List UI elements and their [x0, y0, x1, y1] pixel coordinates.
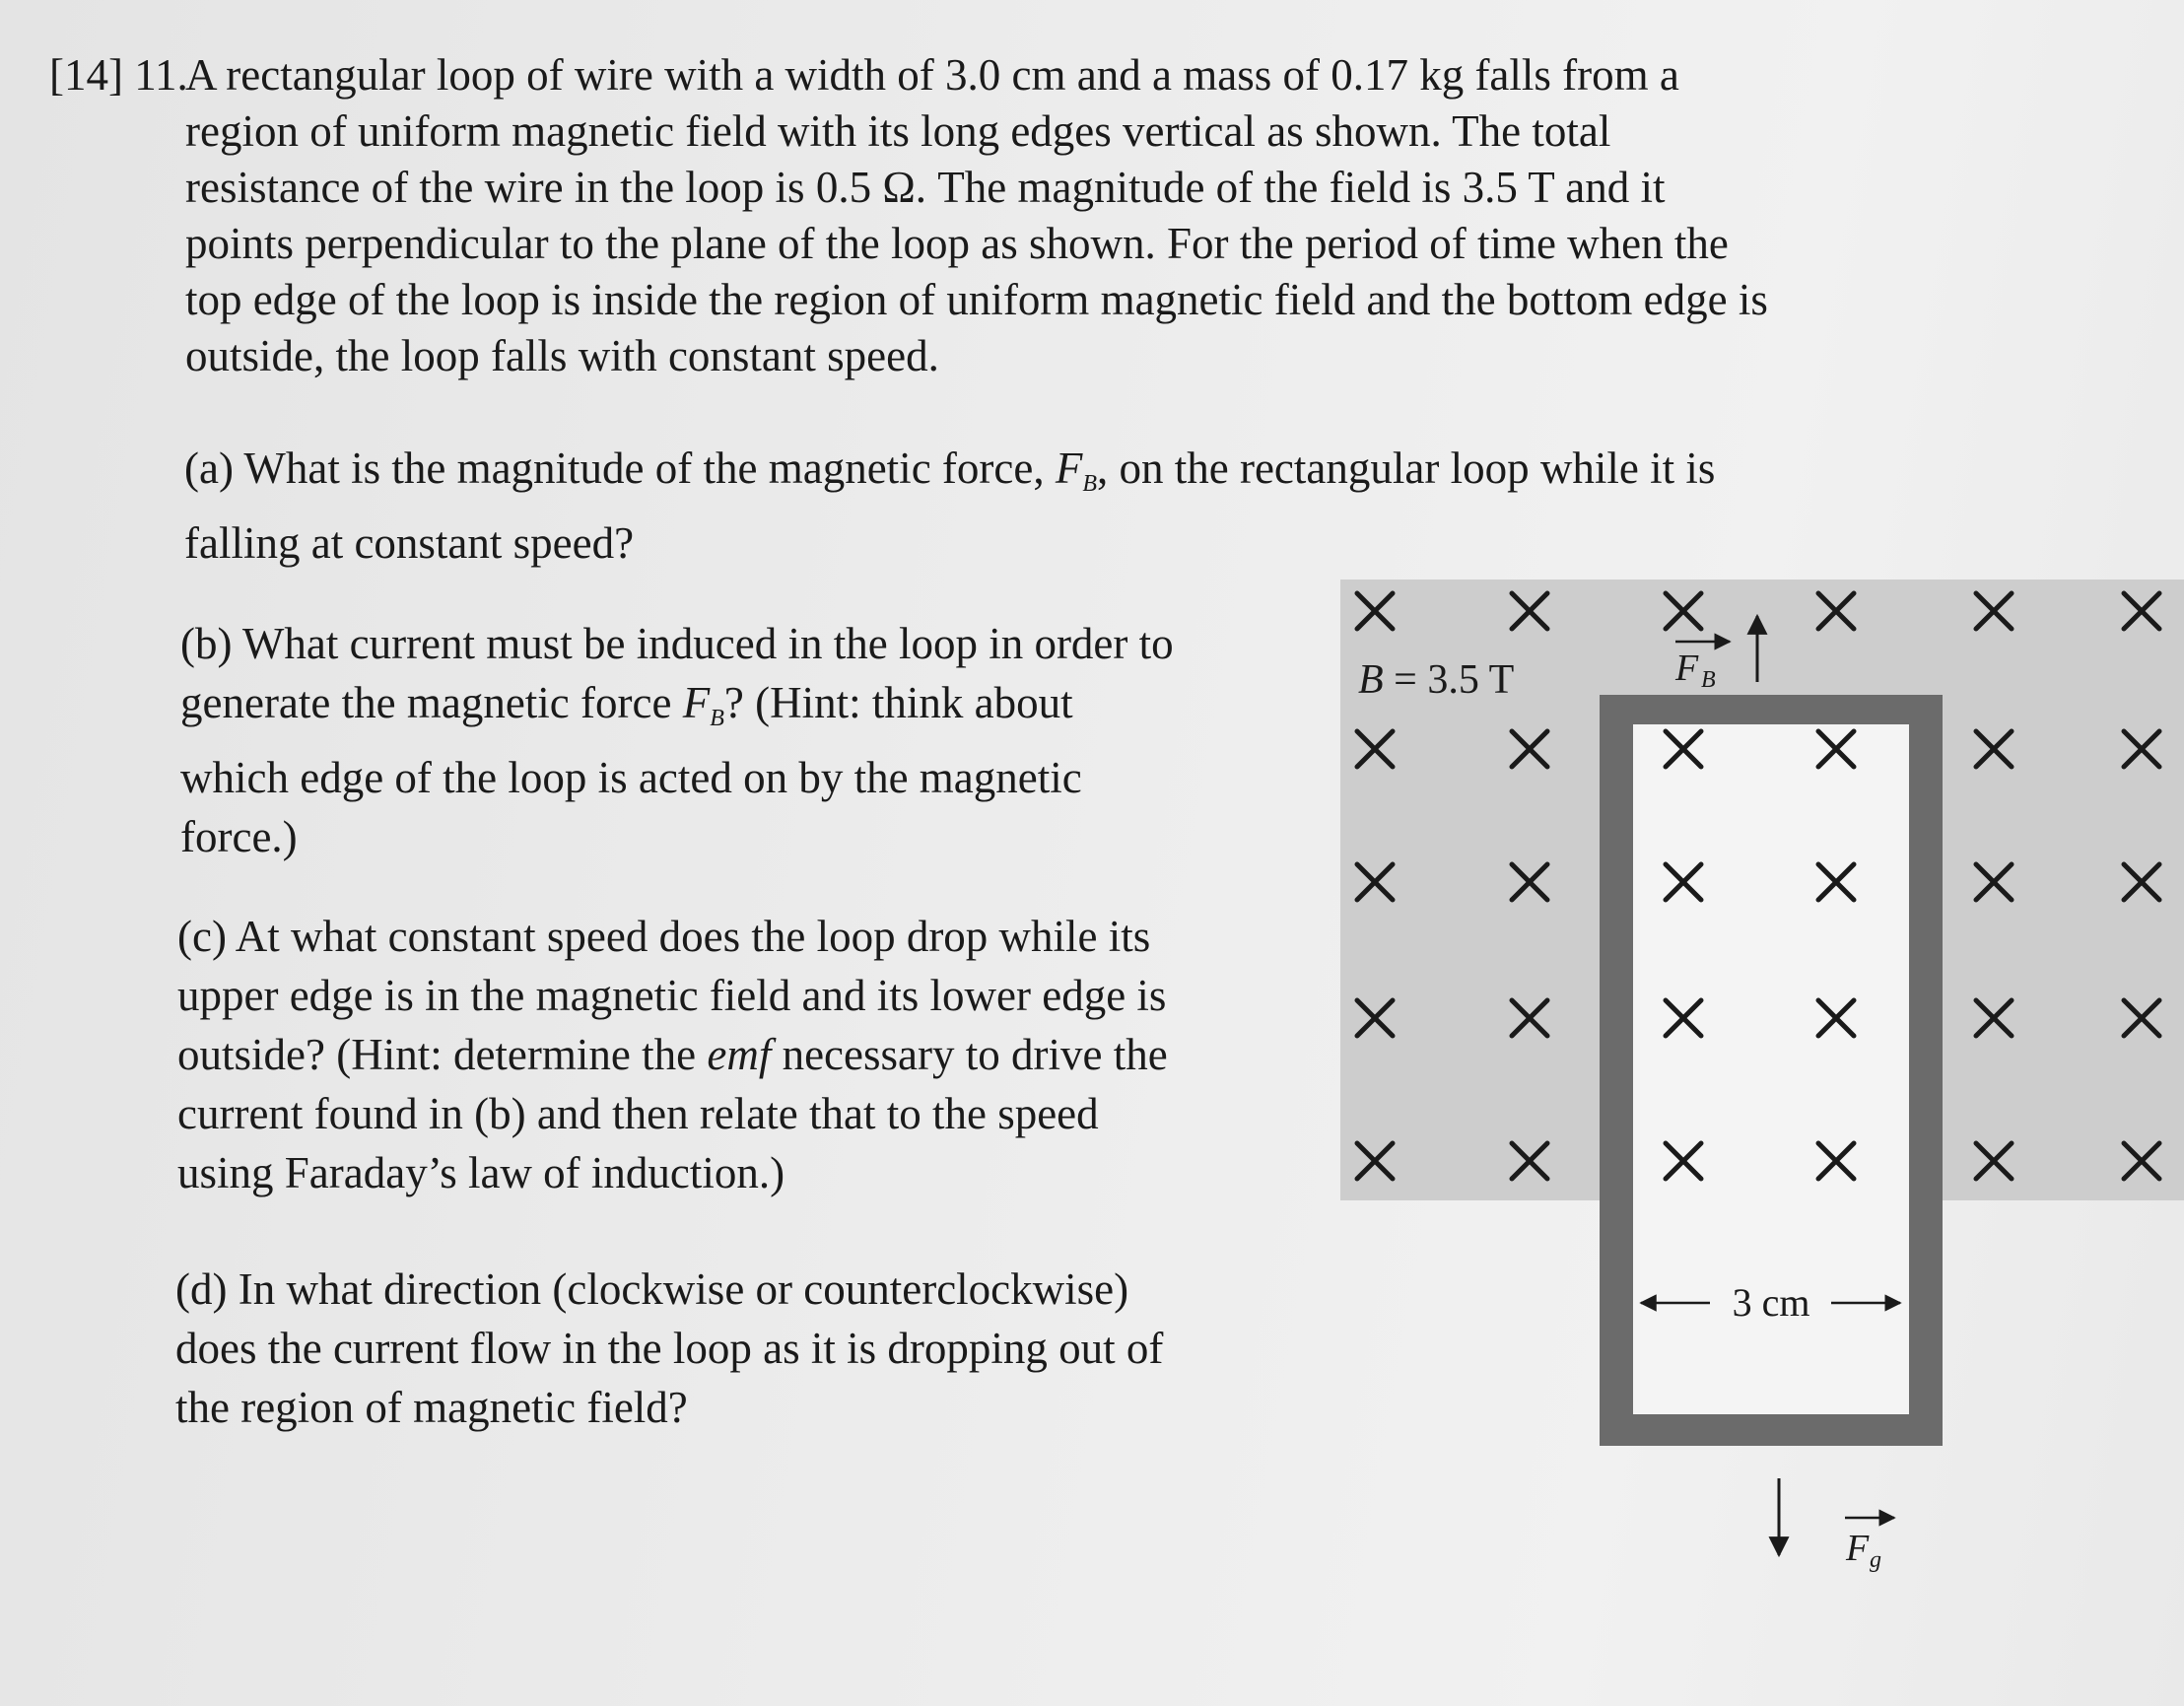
part-b-text-post: ? (Hint: think about [723, 678, 1073, 727]
part-c-text-pre: outside? (Hint: determine the [177, 1030, 708, 1079]
field-label: B = 3.5 T [1358, 657, 1515, 703]
gravity-force-subscript: g [1870, 1547, 1881, 1573]
magnetic-force-subscript: B [1701, 667, 1716, 693]
part-d-line-2: does the current flow in the loop as it is dropping out of [175, 1324, 1164, 1373]
width-label: 3 cm [1732, 1280, 1810, 1325]
part-a-line-2: falling at constant speed? [184, 518, 635, 568]
part-c-line-2: upper edge is in the magnetic field and its lower edge is [177, 971, 1167, 1020]
force-symbol: F [682, 678, 711, 727]
part-b-text-pre: generate the magnetic force [180, 678, 683, 727]
part-c-text-post: necessary to drive the [771, 1030, 1168, 1079]
part-a-text-pre: (a) What is the magnitude of the magnetic force, [184, 444, 1056, 493]
force-symbol: F [1055, 444, 1083, 493]
force-subscript: B [710, 706, 724, 731]
part-d-line-3: the region of magnetic field? [175, 1383, 688, 1432]
statement-line-3: resistance of the wire in the loop is 0.5 Ω. The magnitude of the field is 3.5 T and it [185, 163, 1666, 212]
statement-line-1: A rectangular loop of wire with a width of 3.0 cm and a mass of 0.17 kg falls from a [185, 50, 1679, 100]
statement-line-2: region of uniform magnetic field with its long edges vertical as shown. The total [185, 106, 1611, 156]
part-c-line-1: (c) At what constant speed does the loop drop while its [177, 912, 1151, 961]
part-b-line-3: which edge of the loop is acted on by the magnetic [180, 753, 1082, 802]
part-b-line-1: (b) What current must be induced in the loop in order to [180, 619, 1174, 668]
statement-line-6: outside, the loop falls with constant speed. [185, 331, 939, 380]
part-c-line-4: current found in (b) and then relate that to the speed [177, 1089, 1099, 1138]
statement-line-5: top edge of the loop is inside the region of uniform magnetic field and the bottom edge is [185, 275, 1768, 324]
force-subscript: B [1082, 471, 1097, 497]
part-c-line-5: using Faraday’s law of induction.) [177, 1148, 785, 1197]
part-b-line-4: force.) [180, 812, 298, 861]
field-value: = 3.5 T [1383, 657, 1515, 703]
emf-term: emf [707, 1030, 772, 1079]
problem-number-tag: [14] 11. [49, 50, 188, 100]
magnetic-force-symbol: F [1675, 648, 1699, 689]
part-a-text-post: , on the rectangular loop while it is [1097, 444, 1716, 493]
statement-line-4: points perpendicular to the plane of the loop as shown. For the period of time when the [185, 219, 1729, 268]
part-d-line-1: (d) In what direction (clockwise or counterclockwise) [175, 1264, 1129, 1314]
gravity-force-symbol: F [1846, 1528, 1870, 1569]
